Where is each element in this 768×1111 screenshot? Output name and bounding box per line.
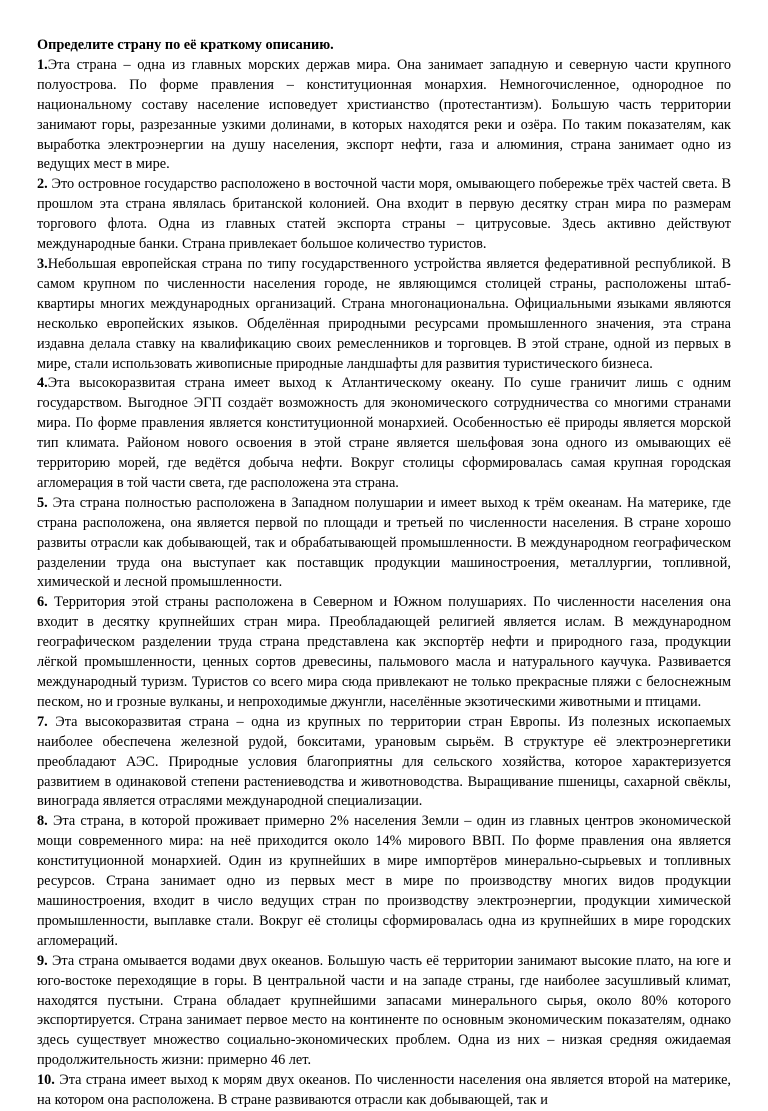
question-item-3 <box>37 255 731 374</box>
question-number: 5. <box>37 494 48 511</box>
question-text: Эта страна имеет выход к морям двух океанов. По численности населения она является второй на материке, на котором она расположена. В стране развиваются отрасли как добывающей, так и <box>37 1072 731 1109</box>
question-number: 6. <box>37 594 48 611</box>
question-item-2 <box>37 175 731 255</box>
question-number: 8. <box>37 813 48 830</box>
document-page <box>37 36 731 1111</box>
question-text: Это островное государство расположено в восточной части моря, омывающего побережье трёх частей света. В прошлом эта страна являлась британской колонией. Она входит в первую десятку стран мира по размерам торгового флота. Одна из главных статей экспорта страны – цитрусовые. Здесь активно действуют международные банки. Страна привлекает большое количество туристов. <box>37 176 731 253</box>
question-number: 10. <box>37 1072 55 1089</box>
question-number: 9. <box>37 952 48 969</box>
question-number: 4. <box>37 375 48 392</box>
question-item-7 <box>37 713 731 813</box>
question-item-10 <box>37 1071 731 1111</box>
question-item-1 <box>37 56 731 175</box>
document-title: Определите страну по её краткому описанию. <box>37 37 334 53</box>
question-item-8 <box>37 812 731 951</box>
question-item-5 <box>37 494 731 594</box>
question-text: Эта страна, в которой проживает примерно 2% населения Земли – один из главных центров экономической мощи современного мира: на неё приходится около 14% мирового ВВП. По форме правления она является конституционной монархией. Один из крупнейших в мире импортёров минерально-сырьевых и топливных ресурсов. Страна занимает одно из первых мест в мире по производству многих видов продукции машиностроения, входит в число ведущих стран по производству электроэнергии, продукции химической промышленности, выплавке стали. Вокруг её столицы сформировалась одна из крупнейших в мире городских агломераций. <box>37 813 731 949</box>
question-text: Эта страна полностью расположена в Западном полушарии и имеет выход к трём океанам. На материке, где страна расположена, она является первой по площади и третьей по численности населения. В стране хорошо развиты отрасли как добывающей, так и обрабатывающей промышленности. В международном географическом разделении труда она выступает как поставщик продукции машиностроения, металлургии, топливной, химической и лесной промышленности. <box>37 494 731 591</box>
question-text: Эта высокоразвитая страна имеет выход к Атлантическому океану. По суше граничит лишь с одним государством. Выгодное ЭГП создаёт возможность для экономического сотрудничества со многими странами мира. По форме правления является конституционной монархией. Особенностью её природы является морской тип климата. Районом нового освоения в этой стране является шельфовая зона одного из омывающих её территорию морей, где ведётся добыча нефти. Вокруг столицы сформировалась самая крупная городская агломерация в той части света, где расположена эта страна. <box>37 375 731 491</box>
question-number: 7. <box>37 713 48 730</box>
question-text: Эта страна омывается водами двух океанов. Большую часть её территории занимают высокие плато, на юге и юго-востоке переходящие в горы. В центральной части и на западе страны, где наиболее засушливый климат, находятся пустыни. Страна обладает крупнейшими запасами минерального сырья, около 80% которого экспортируется. Страна занимает первое место на континенте по основным экономическим показателям, однако здесь существует множество социально-экономических проблем. Одна из них – низкая средняя ожидаемая продолжительность жизни: примерно 46 лет. <box>37 952 731 1069</box>
question-item-9 <box>37 952 731 1071</box>
question-item-4 <box>37 374 731 493</box>
question-number: 1. <box>37 56 48 73</box>
question-item-6 <box>37 593 731 712</box>
question-text: Эта высокоразвитая страна – одна из крупных по территории стран Европы. Из полезных ископаемых наиболее обеспечена железной рудой, бокситами, урановым сырьём. В структуре её электроэнергетики преобладают АЭС. Природные условия благоприятны для сельского хозяйства, которое характеризуется развитием в одинаковой степени растениеводства и животноводства. Выращивание пшеницы, сахарной свёклы, винограда является отраслями международной специализации. <box>37 713 731 810</box>
question-number: 3. <box>37 255 48 272</box>
question-text: Территория этой страны расположена в Северном и Южном полушариях. По численности населения она входит в десятку крупнейших стран мира. Преобладающей религией является ислам. В международном географическом разделении труда страна представлена как экспортёр нефти и природного газа, продукции лёгкой промышленности, ценных сортов древесины, пальмового масла и натурального каучука. Развивается международный туризм. Туристов со всего мира сюда привлекают не только прекрасные пляжи с белоснежным песком, но и грозные вулканы, и непроходимые джунгли, населённые экзотическими животными и птицами. <box>37 594 731 710</box>
question-text: Небольшая европейская страна по типу государственного устройства является федеративной республикой. В самом крупном по численности населения городе, не являющимся столицей страны, расположены штаб-квартиры многих международных организаций. Страна многонациональна. Официальными языками являются несколько европейских языков. Обделённая природными ресурсами промышленного значения, эта страна издавна делала ставку на квалификацию своих ремесленников и торговцев. В этой стране, одной из первых в мире, стали использовать живописные природные ландшафты для развития туристического бизнеса. <box>37 255 731 372</box>
question-number: 2. <box>37 176 48 193</box>
question-text: Эта страна – одна из главных морских держав мира. Она занимает западную и северную части крупного полуострова. По форме правления – конституционная монархия. Немногочисленное, однородное по национальному составу население исповедует христианство (протестантизм). Большую часть территории занимают горы, разрезанные узкими долинами, в которых находятся реки и озёра. По таким показателям, как выработка электроэнергии на душу населения, экспорт нефти, газа и алюминия, страна занимает одно из ведущих мест в мире. <box>37 56 731 173</box>
